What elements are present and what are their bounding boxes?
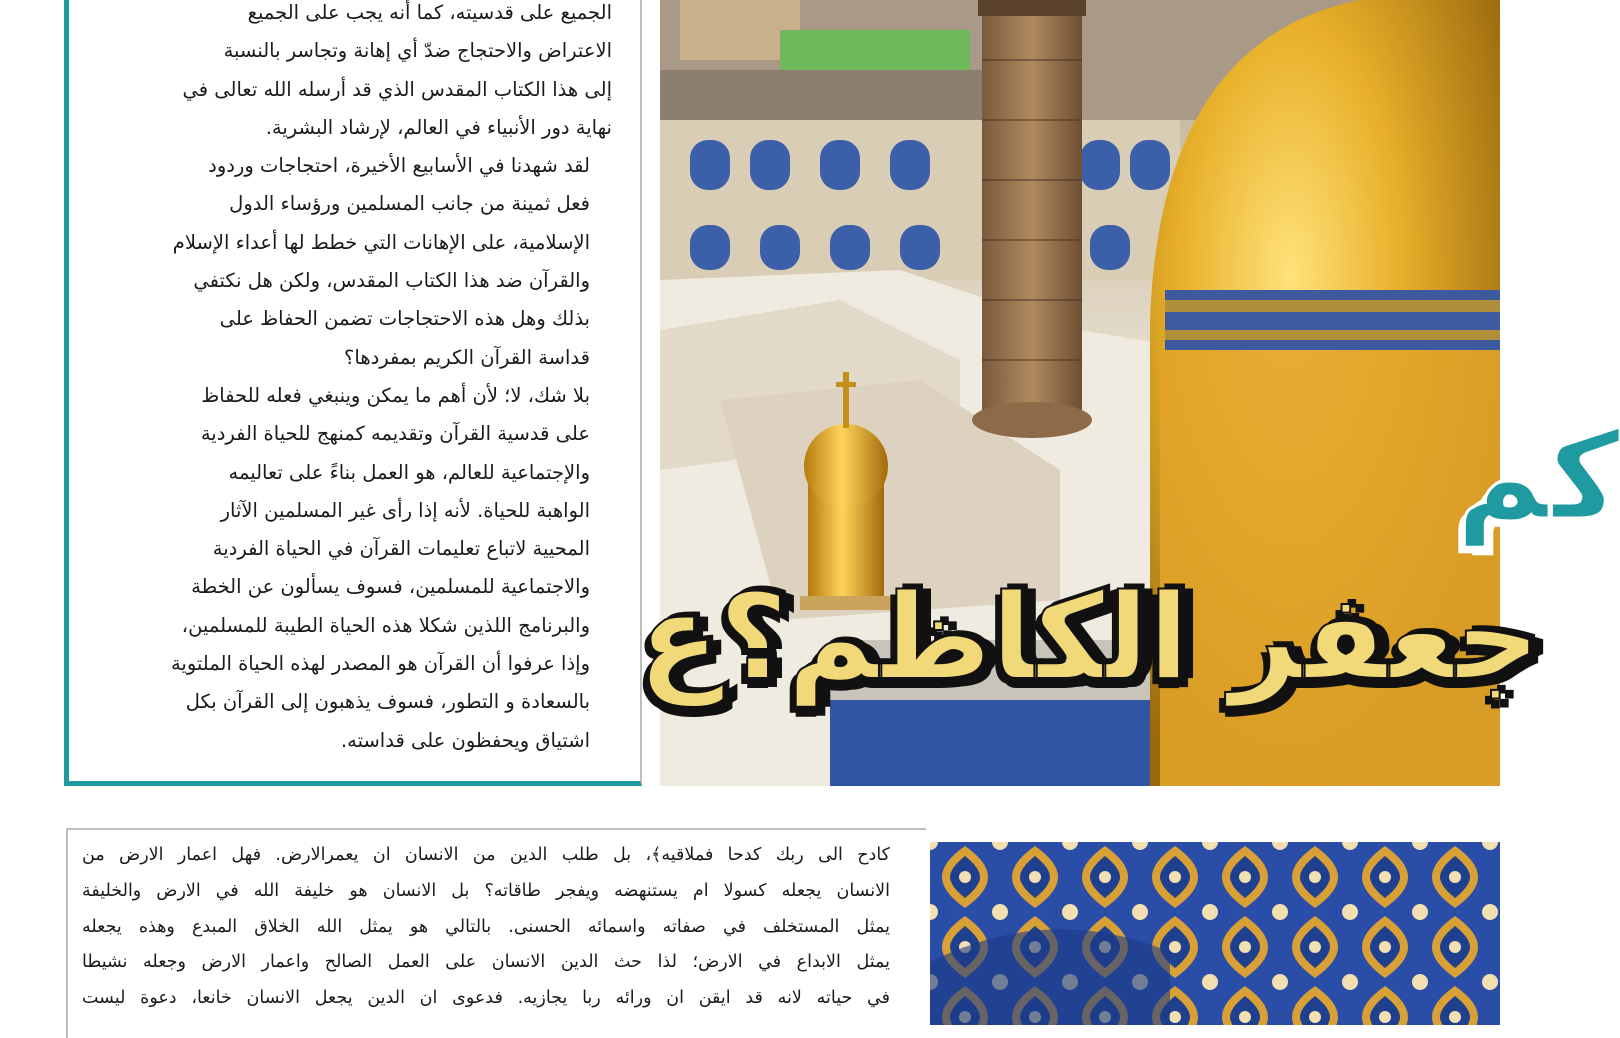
tilework-illustration xyxy=(930,842,1500,1025)
article-column-text xyxy=(96,0,612,760)
text-line: والإجتماعية للعالم، هو العمل بناءً على تعاليمه xyxy=(228,460,590,484)
text-line: على قدسية القرآن وتقديمه كمنهج للحياة الفردية xyxy=(200,422,590,446)
text-line: نهاية دور الأنبياء في العالم، لإرشاد البشرية. xyxy=(265,115,612,139)
text-line: بالسعادة و التطور، فسوف يذهبون إلى القرآن بكل xyxy=(185,690,590,714)
text-line: وإذا عرفوا أن القرآن هو المصدر لهذه الحياة الملتوية xyxy=(170,652,590,676)
tilework-photo xyxy=(930,842,1500,1025)
hero-title-line1: كم xyxy=(1456,408,1620,547)
text-line: الانسان يجعله كسولا ام يستنهضه ويفجر طاقاته؟ بل الانسان هو خليفة الله في الارض والخليفة xyxy=(82,880,890,901)
text-line: الإسلامية، على الإهانات التي خطط لها أعداء الإسلام xyxy=(172,230,590,254)
text-line: لقد شهدنا في الأسابيع الأخيرة، احتجاجات وردود xyxy=(208,154,590,178)
text-line: في حياته لانه قد ايقن ان ورائه ربا يجازيه. فدعوى ان الدين يجعل الانسان خانعا، دعوة ليست xyxy=(82,988,890,1009)
text-line: اشتياق ويحفظون على قداسته. xyxy=(340,728,590,752)
text-line: الجميع على قدسيته، كما أنه يجب على الجميع xyxy=(247,1,612,24)
text-line: والبرنامج اللذين شكلا هذه الحياة الطيبة للمسلمين، xyxy=(181,613,590,637)
text-line: كادح الى ربك كدحا فملاقيه﴾، بل طلب الدين من الانسان ان يعمرالارض. فهل اعمار الارض من xyxy=(82,845,890,865)
text-line: يمثل المستخلف في صفاته واسمائه الحسنى. بالتالي هو يمثل الله الخلاق المبدع وهذه يجعله xyxy=(82,916,890,937)
text-line: الاعتراض والاحتجاج ضدّ أي إهانة وتجاسر بالنسبة xyxy=(223,39,612,63)
text-line: الواهبة للحياة. لأنه إذا رأى غير المسلمين الآثار xyxy=(220,498,590,522)
text-line: إلى هذا الكتاب المقدس الذي قد أرسله الله تعالى في xyxy=(182,77,612,101)
text-line: قداسة القرآن الكريم بمفردها؟ xyxy=(344,345,590,369)
text-line: فعل ثمينة من جانب المسلمين ورؤساء الدول xyxy=(229,192,590,216)
lower-article-text xyxy=(82,838,890,1017)
text-line: والاجتماعية للمسلمين، فسوف يسألون عن الخطة xyxy=(191,575,590,599)
shrine-photo xyxy=(638,0,1620,786)
text-line: بلا شك، لا؛ لأن أهم ما يمكن وينبغي فعله للحفاظ xyxy=(201,383,590,407)
text-line: المحيية لاتباع تعليمات القرآن في الحياة الفردية xyxy=(212,537,590,561)
paragraph-3 xyxy=(96,377,612,760)
text-line: بذلك وهل هذه الاحتجاجات تضمن الحفاظ على xyxy=(219,307,590,331)
paragraph-1 xyxy=(96,0,612,147)
hero-title-line2: جعفر الكاظم؟ع xyxy=(638,568,1540,706)
paragraph-2 xyxy=(96,147,612,377)
text-line: والقرآن ضد هذا الكتاب المقدس، ولكن هل نكتفي xyxy=(193,269,590,293)
text-line: يمثل الابداع في الارض؛ لذا حث الدين الانسان على العمل الصالح واعمار الارض وجعله نشيطا xyxy=(82,952,890,973)
